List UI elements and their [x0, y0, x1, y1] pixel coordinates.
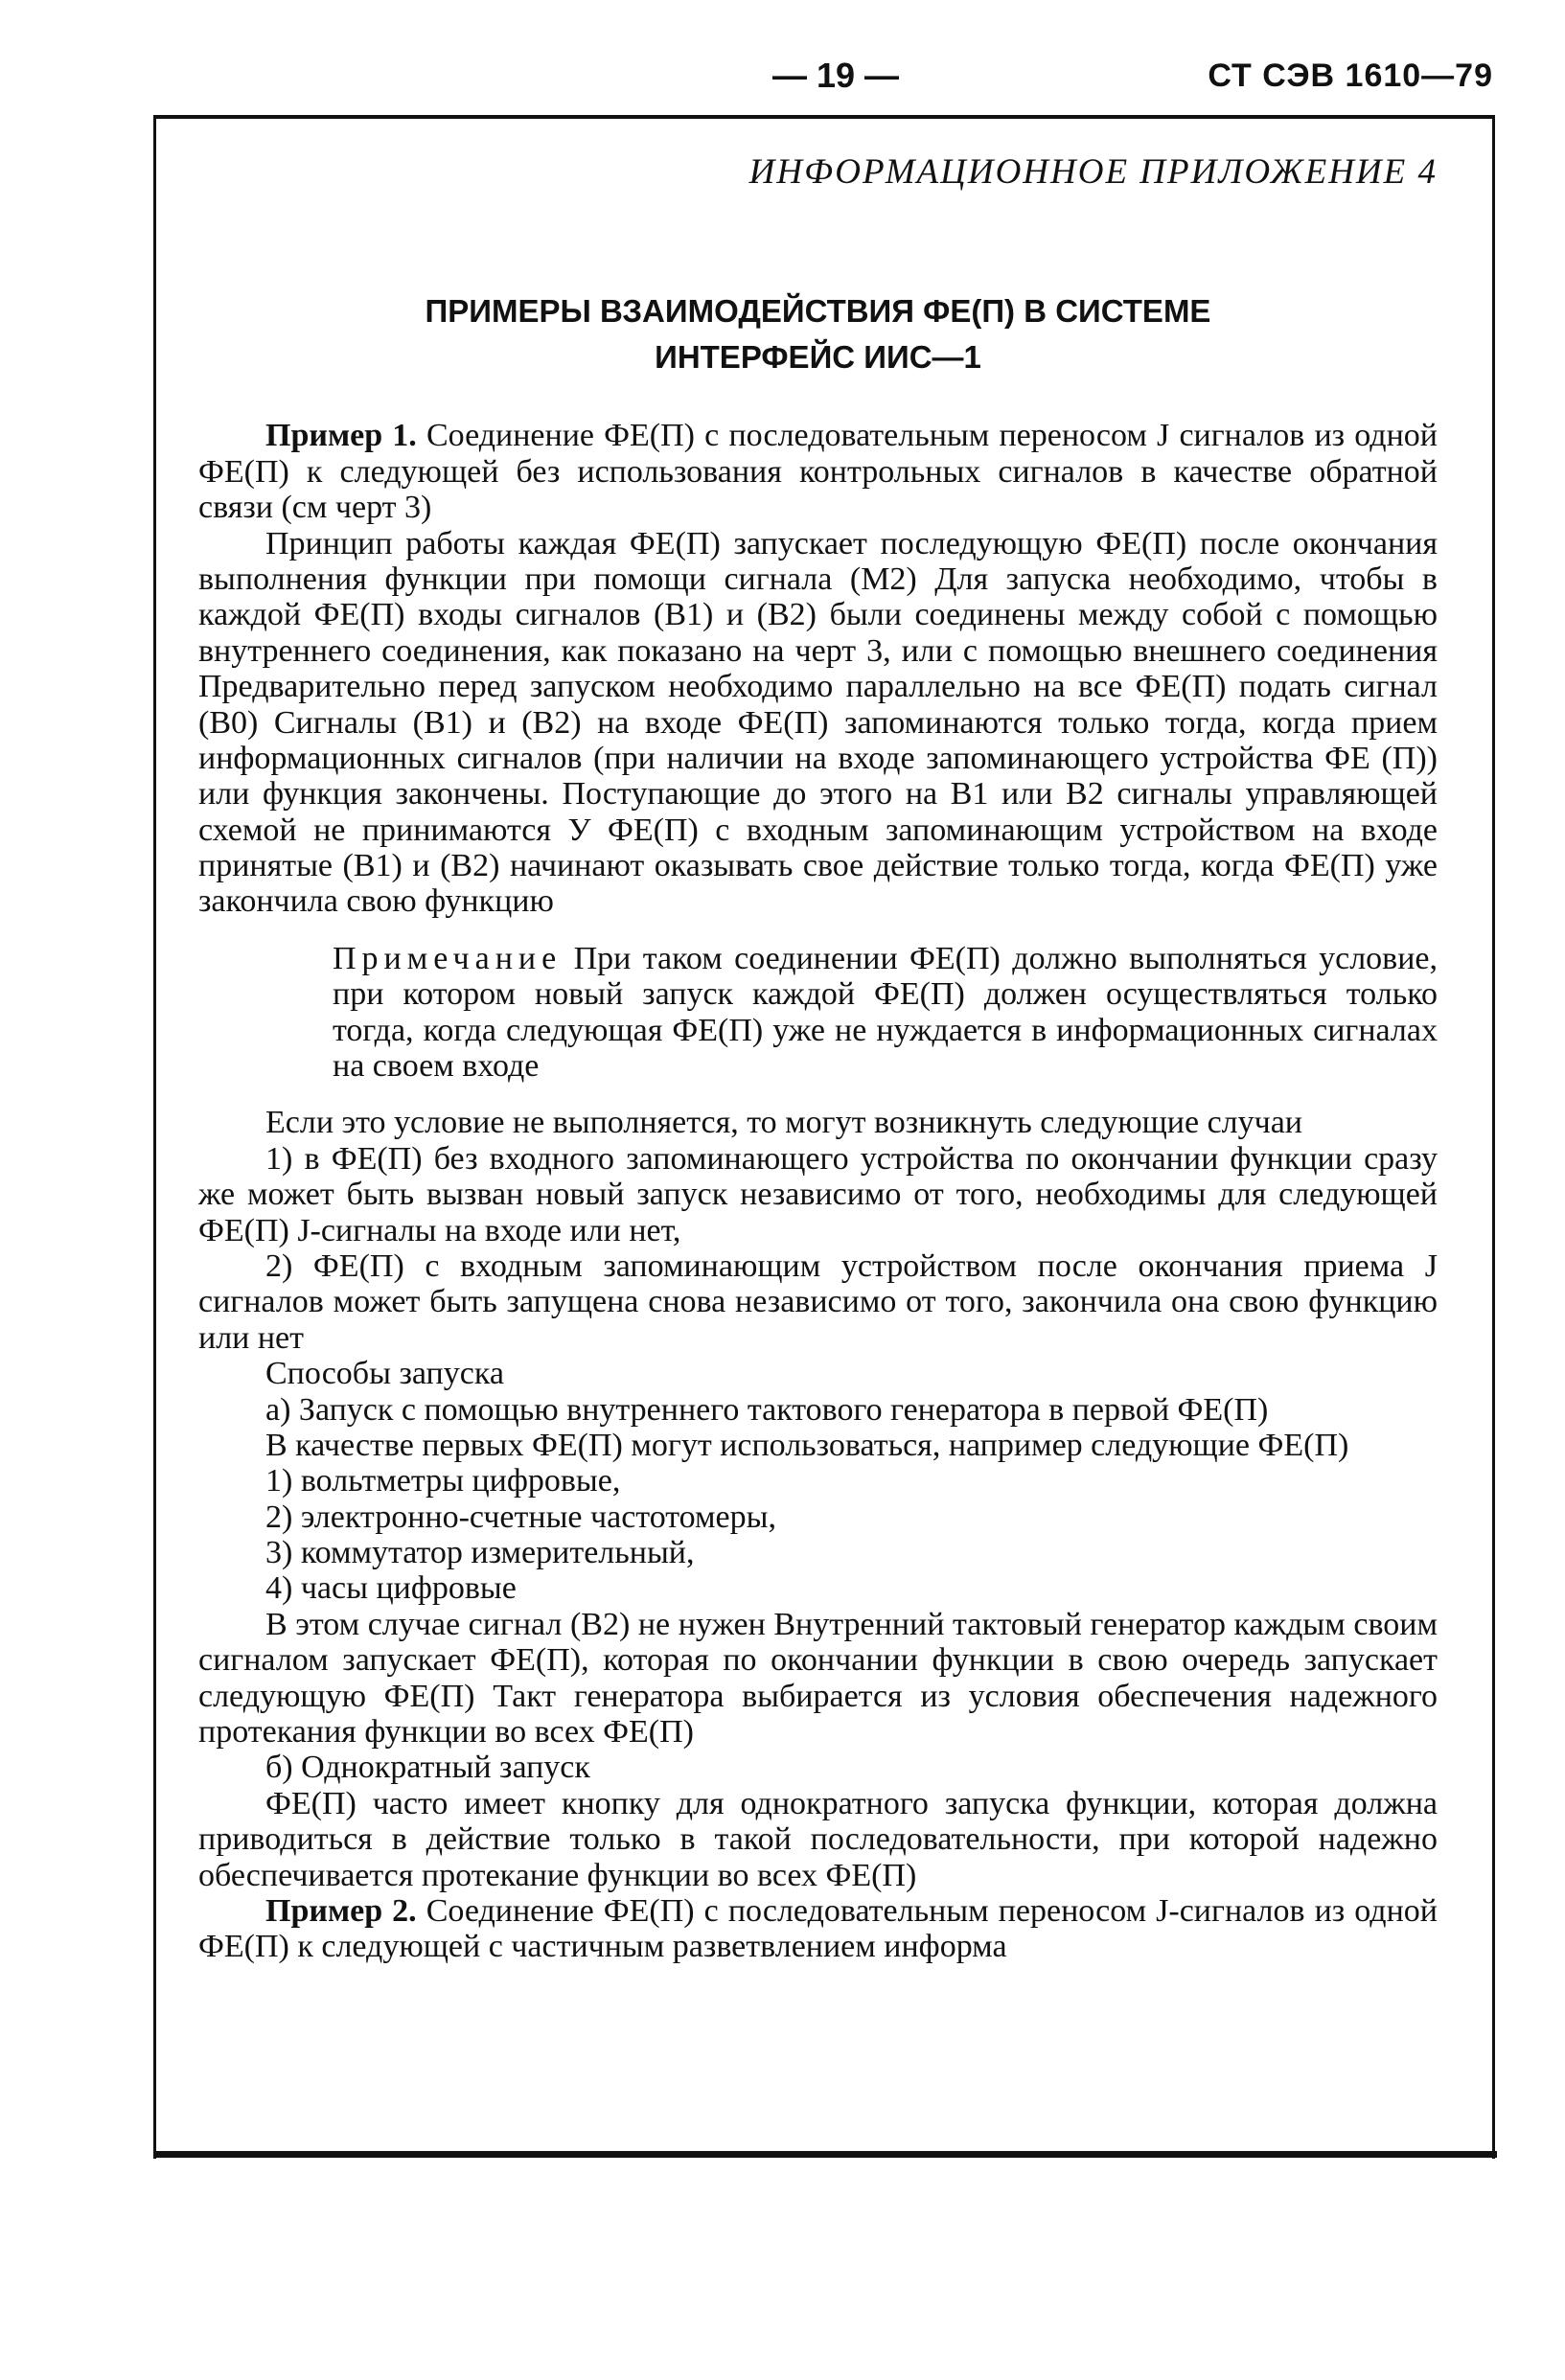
example-2-label: Пример 2. — [265, 1893, 417, 1929]
first-fe-paragraph: В качестве первых ФЕ(П) могут использоваться, например следующие ФЕ(П) — [265, 1427, 1349, 1463]
note-text: При таком соединении ФЕ(П) должно выполняться условие, при котором новый запуск каждой ФЕ(П) должен осуществляться только тогда, когда следующая ФЕ(П) уже не нуждается в информационных сигналах на своем входе — [333, 940, 1438, 1085]
example-2-paragraph — [198, 1893, 1438, 1965]
example-1-label: Пример 1. — [265, 418, 417, 454]
device-list-item: 2) электронно-счетные частотомеры, — [265, 1499, 776, 1535]
methods-heading: Способы запуска — [265, 1356, 504, 1392]
example-2-text: Соединение ФЕ(П) с последовательным переносом J-сигналов из одной ФЕ(П) к следующей с частичным разветвлением информа — [198, 1893, 1438, 1965]
standard-code: СТ СЭВ 1610—79 — [1208, 57, 1493, 94]
example-1-text: Соединение ФЕ(П) с последовательным переносом J сигналов из одной ФЕ(П) к следующей без использования контрольных сигналов в качестве обратной связи (см черт 3) — [198, 418, 1438, 526]
method-a-paragraph: а) Запуск с помощью внутреннего тактового генератора в первой ФЕ(П) — [265, 1391, 1269, 1428]
title-line-1: ПРИМЕРЫ ВЗАИМОДЕЙСТВИЯ ФЕ(П) В СИСТЕМЕ — [425, 292, 1211, 329]
page-number: — 19 — — [772, 56, 900, 95]
single-start-paragraph: ФЕ(П) часто имеет кнопку для однократного запуска функции, которая должна приводиться в действие только в такой последовательности, при которой надежно обеспечивается протекание функции во всех ФЕ(П) — [198, 1785, 1438, 1893]
device-list-item: 4) часы цифровые — [265, 1570, 517, 1607]
appendix-label: ИНФОРМАЦИОННОЕ ПРИЛОЖЕНИЕ 4 — [748, 152, 1438, 192]
device-list-item: 3) коммутатор измерительный, — [265, 1535, 695, 1571]
case-2-paragraph: 2) ФЕ(П) с входным запоминающим устройством после окончания приема J сигналов может быть запущена снова независимо от того, закончила она свою функцию или нет — [198, 1247, 1438, 1356]
case-1-paragraph: 1) в ФЕ(П) без входного запоминающего устройства по окончании функции сразу же может быть вызван новый запуск независимо от того, необходимы для следующей ФЕ(П) J-сигналы на входе или нет, — [198, 1140, 1438, 1248]
generator-paragraph: В этом случае сигнал (В2) не нужен Внутренний тактовый генератор каждым своим сигналом запускает ФЕ(П), которая по окончании функции в свою очередь запускает следующую ФЕ(П) Такт генератора выбирается из условия обеспечения надежного протекания функции во всех ФЕ(П) — [198, 1606, 1438, 1751]
document-title — [198, 288, 1438, 380]
page-content — [198, 153, 1438, 1965]
example-1-paragraph — [198, 418, 1438, 525]
condition-paragraph: Если это условие не выполняется, то могут возникнуть следующие случаи — [265, 1105, 1303, 1141]
note-paragraph — [333, 941, 1438, 1085]
page-header — [0, 56, 1565, 103]
device-list-item: 1) вольтметры цифровые, — [265, 1463, 621, 1499]
title-line-2: ИНТЕРФЕЙС ИИС—1 — [655, 338, 981, 375]
method-b-paragraph: б) Однократный запуск — [265, 1750, 590, 1786]
bottom-rule — [153, 2151, 1497, 2158]
note-label: Примечание — [333, 940, 563, 976]
principle-paragraph: Принцип работы каждая ФЕ(П) запускает последующую ФЕ(П) после окончания выполнения функции при помощи сигнала (М2) Для запуска необходимо, чтобы в каждой ФЕ(П) входы сигналов (В1) и (В2) были соединены между собой с помощью внутреннего соединения, как показано на черт 3, или с помощью внешнего соединения Предварительно перед запуском необходимо параллельно на все ФЕ(П) подать сигнал (В0) Сигналы (В1) и (В2) на входе ФЕ(П) запоминаются только тогда, когда прием информационных сигналов (при наличии на входе запоминающего устройства ФЕ (П)) или функция закончены. Поступающие до этого на В1 или В2 сигналы управляющей схемой не принимаются У ФЕ(П) с входным запоминающим устройством на входе принятые (В1) и (В2) начинают оказывать свое действие только тогда, когда ФЕ(П) уже закончила свою функцию — [198, 525, 1438, 920]
